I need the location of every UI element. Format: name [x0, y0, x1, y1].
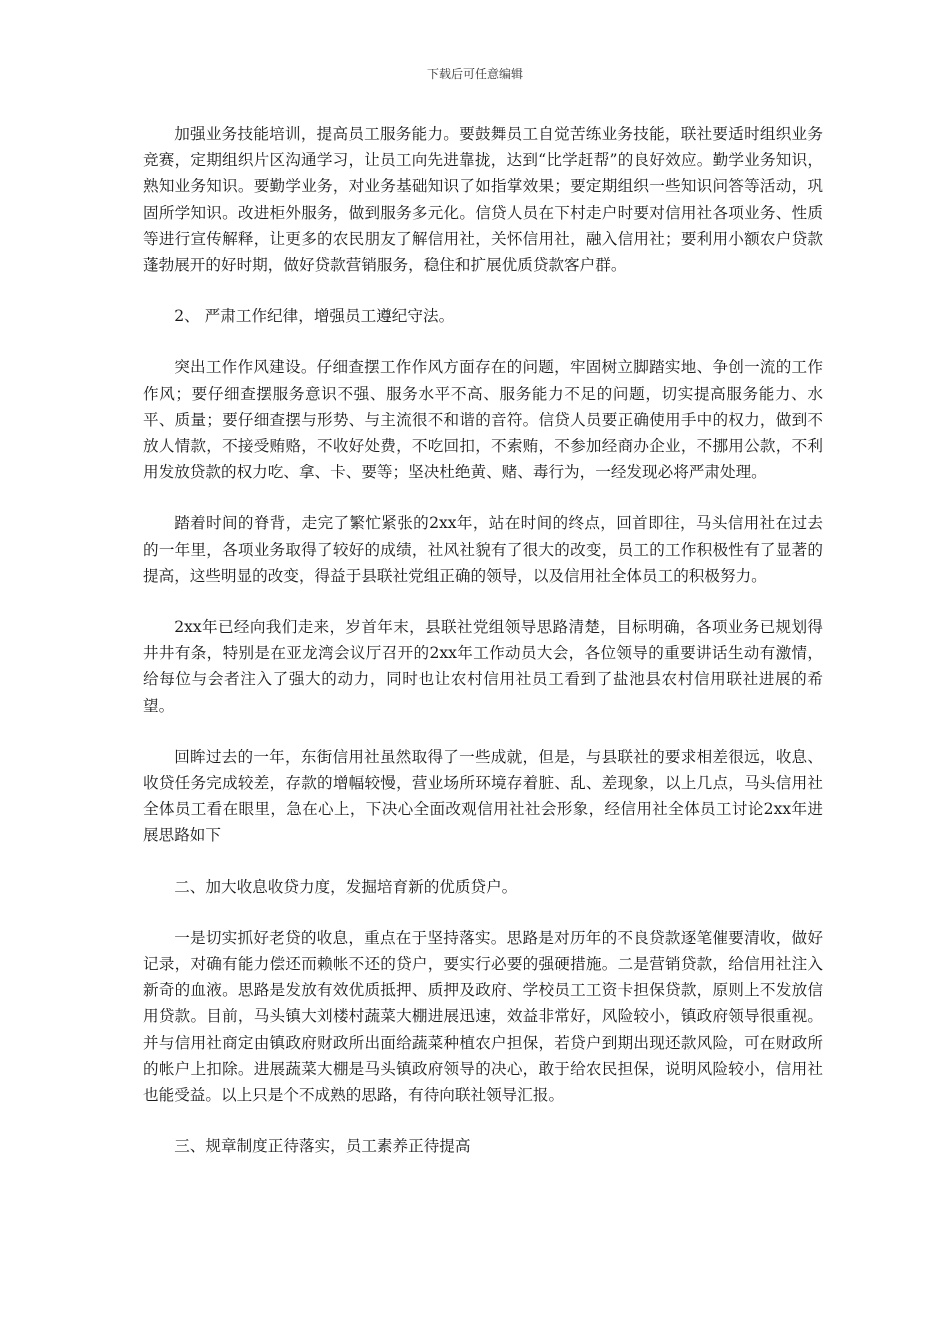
section-heading-loan-collection: 二、加大收息收贷力度，发掘培育新的优质贷户。 [174, 877, 518, 896]
section-heading-discipline: 2、 严肃工作纪律，增强员工遵纪守法。 [174, 307, 455, 326]
paragraph-work-style: 突出工作作风建设。仔细查摆工作作风方面存在的问题，牢固树立脚踏实地、争创一流的工作作风；要仔细查摆服务意识不强、服务水平不高、服务能力不足的问题，切实提高服务能力、水平、质量；要仔细查摆与形势、与主流很不和谐的音符。信贷人员要正确使用手中的权力，做到不放人情款，不接受贿赂，不收好处费，不吃回扣，不索贿，不参加经商办企业，不挪用公款，不利用发放贷款的权力吃、拿、卡、要等；坚决杜绝黄、赌、毒行为，一经发现必将严肃处理。 [143, 358, 823, 482]
paragraph-new-year: 2xx年已经向我们走来，岁首年末，县联社党组领导思路清楚，目标明确，各项业务已规划得井井有条，特别是在亚龙湾会议厅召开的2xx年工作动员大会，各位领导的重要讲话生动有激情，给每位与会者注入了强大的动力，同时也让农村信用社员工看到了盐池县农村信用联社进展的希望。 [143, 618, 823, 715]
document-body [143, 121, 823, 1185]
paragraph-loan-strategy: 一是切实抓好老贷的收息，重点在于坚持落实。思路是对历年的不良贷款逐笔催要清收，做好记录，对确有能力偿还而赖帐不还的贷户，要实行必要的强硬措施。二是营销贷款，给信用社注入新奇的血液。思路是发放有效优质抵押、质押及政府、学校员工工资卡担保贷款，原则上不发放信用贷款。目前，马头镇大刘楼村蔬菜大棚进展迅速，效益非常好，风险较小，镇政府领导很重视。并与信用社商定由镇政府财政所出面给蔬菜种植农户担保，若贷户到期出现还款风险，可在财政所的帐户上扣除。进展蔬菜大棚是马头镇政府领导的决心，敢于给农民担保，说明风险较小，信用社也能受益。以上只是个不成熟的思路，有待向联社领导汇报。 [143, 928, 823, 1105]
section-heading-regulations: 三、规章制度正待落实，员工素养正待提高 [174, 1137, 471, 1156]
page-header: 下载后可任意编辑 [426, 67, 523, 81]
paragraph-skills-training: 加强业务技能培训，提高员工服务能力。要鼓舞员工自觉苦练业务技能，联社要适时组织业务竞赛，定期组织片区沟通学习，让员工向先进靠拢，达到“比学赶帮”的良好效应。勤学业务知识，熟知业务知识。要勤学业务，对业务基础知识了如指掌效果；要定期组织一些知识问答等活动，巩固所学知识。改进柜外服务，做到服务多元化。信贷人员在下村走户时要对信用社各项业务、性质等进行宣传解释，让更多的农民朋友了解信用社，关怀信用社，融入信用社；要利用小额农户贷款蓬勃展开的好时期，做好贷款营销服务，稳住和扩展优质贷款客户群。 [143, 125, 823, 275]
paragraph-year-review: 踏着时间的脊背，走完了繁忙紧张的2xx年，站在时间的终点，回首即往，马头信用社在过去的一年里，各项业务取得了较好的成绩，社风社貌有了很大的改变，员工的工作积极性有了显著的提高，这些明显的改变，得益于县联社党组正确的领导，以及信用社全体员工的积极努力。 [143, 514, 823, 585]
paragraph-looking-back: 回眸过去的一年，东街信用社虽然取得了一些成就，但是，与县联社的要求相差很远，收息、收贷任务完成较差，存款的增幅较慢，营业场所环境存着脏、乱、差现象，以上几点，马头信用社全体员工看在眼里，急在心上，下决心全面改观信用社社会形象，经信用社全体员工讨论2xx年进展思路如下 [143, 747, 823, 845]
